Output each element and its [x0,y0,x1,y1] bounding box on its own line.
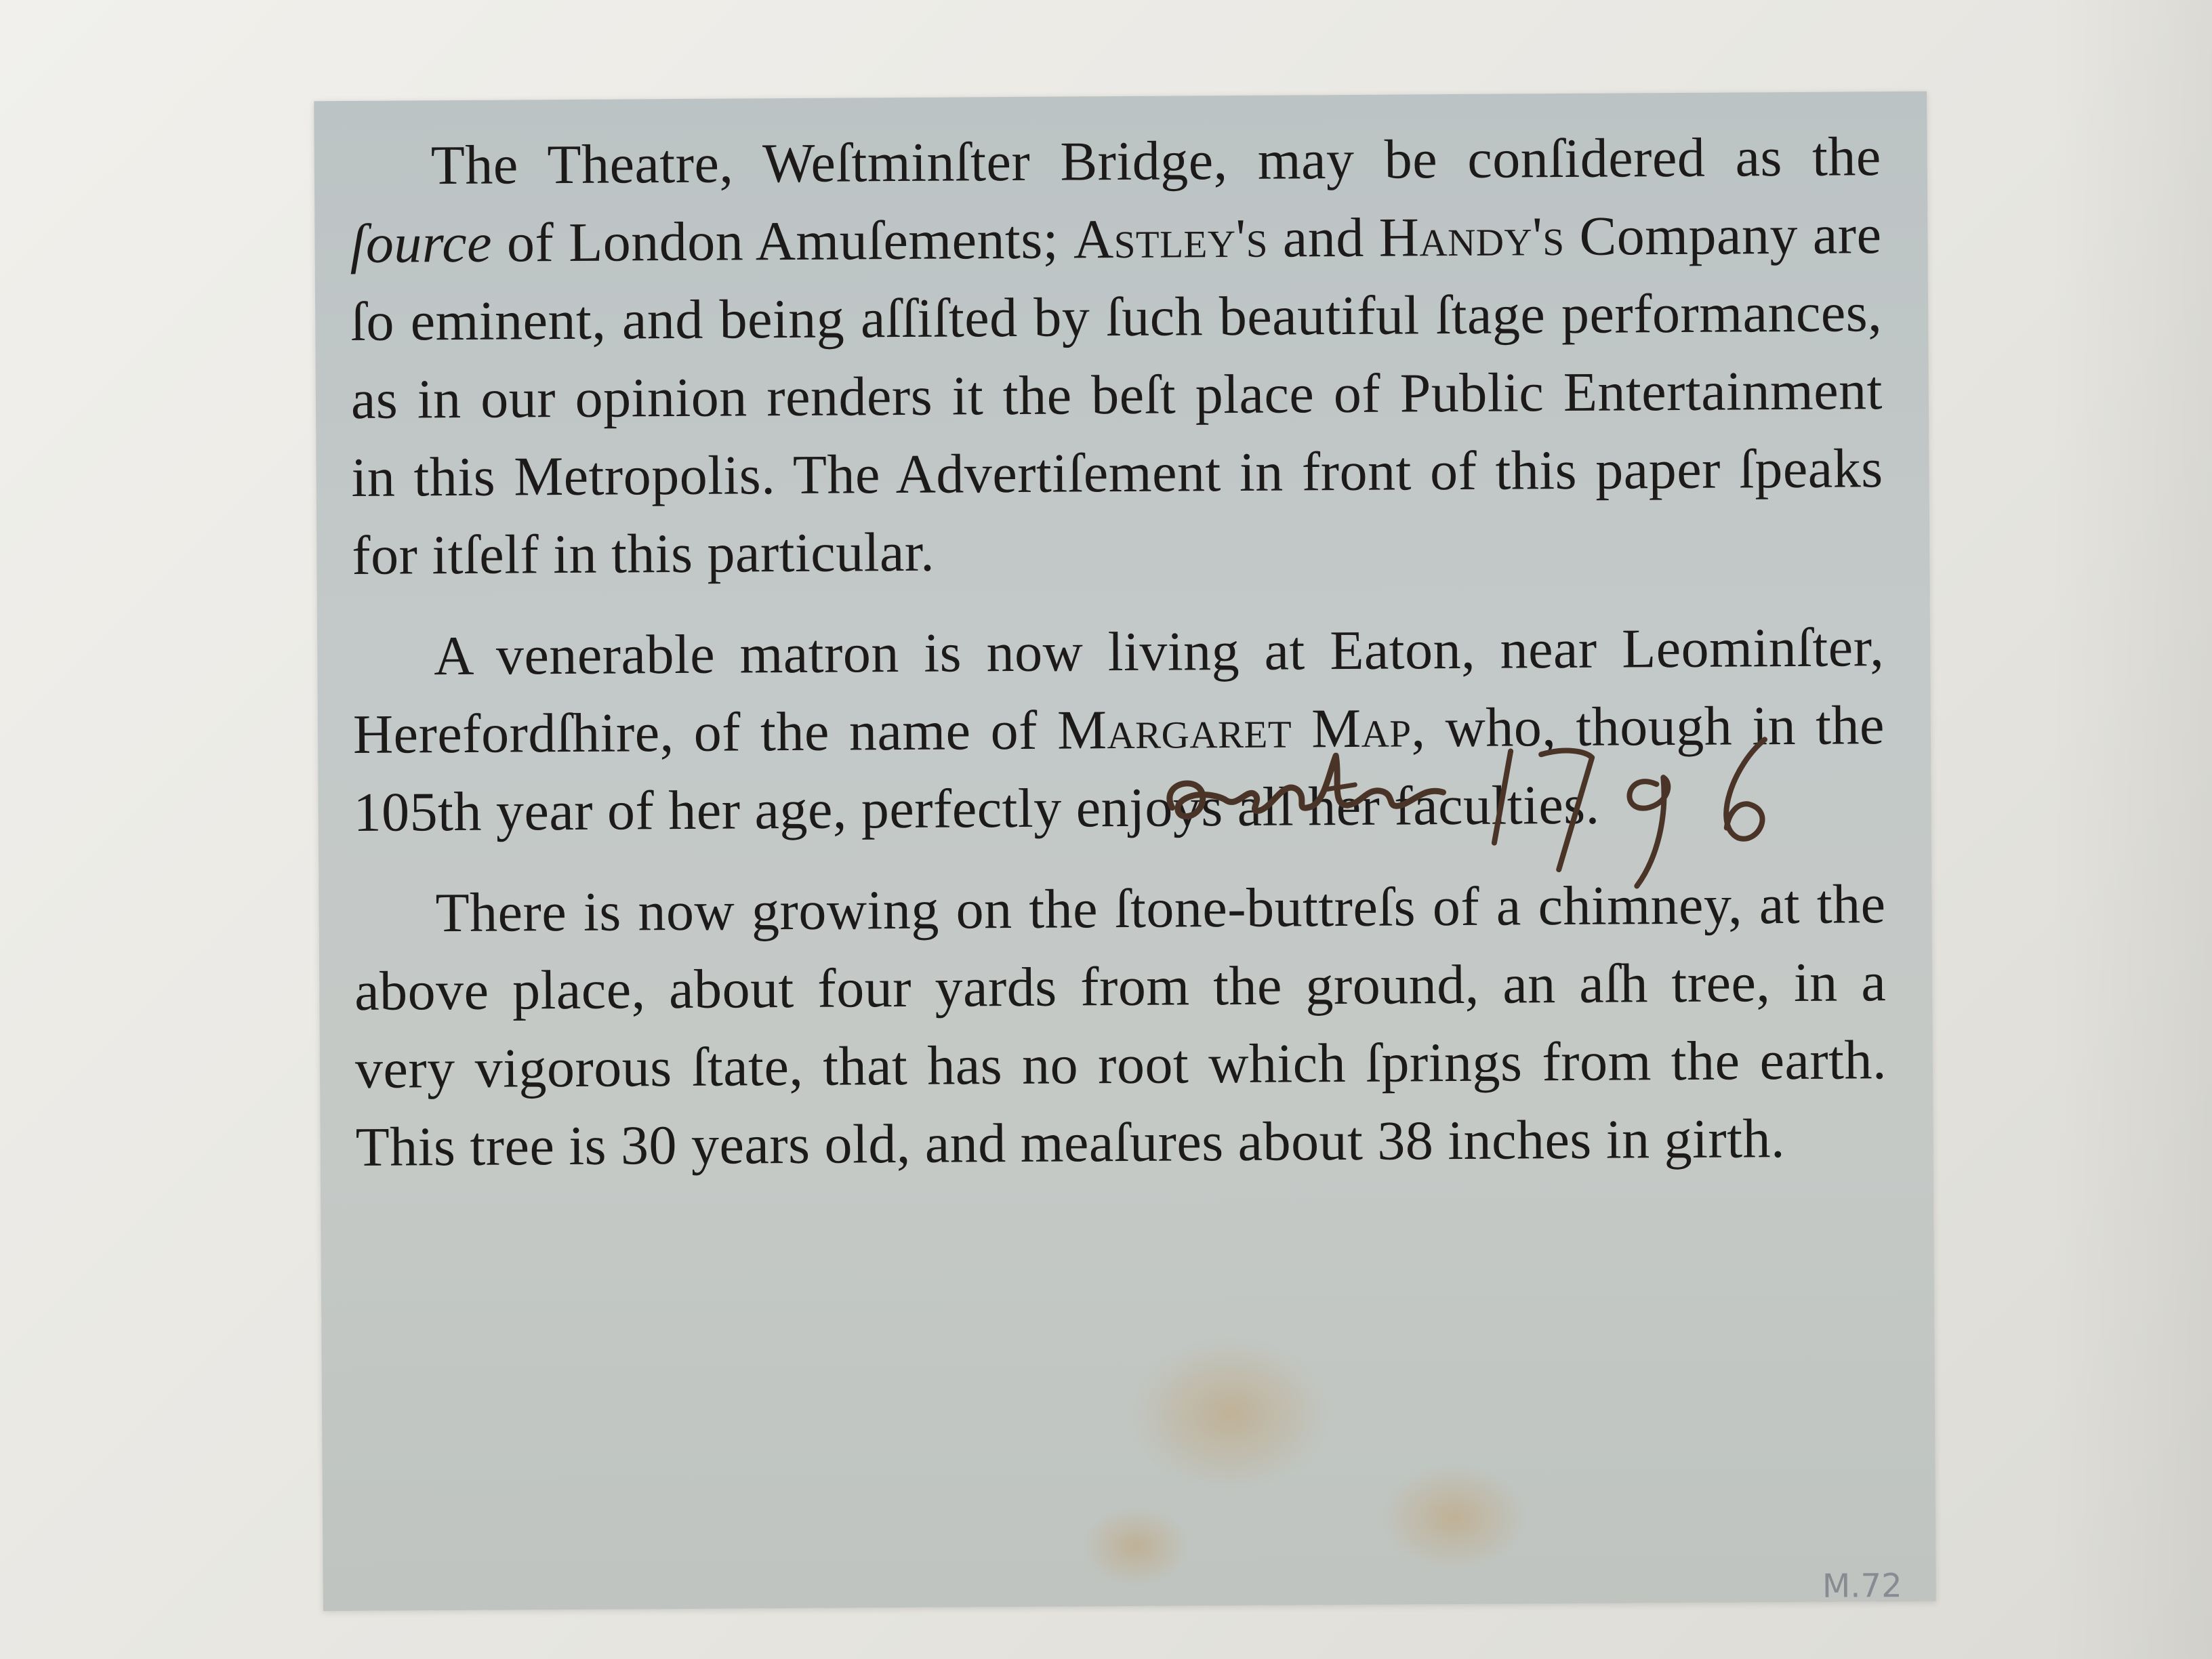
text-run: Company are ſo eminent, and being aſſiſted by ſuch beautiful ſtage performances, as in our opinion renders it the beſt place of Public Entertainment in this Metropolis. The Advertiſement in front of this paper ſpeaks for itſelf in this particular. [350,203,1883,586]
foxing-stain [1082,1505,1191,1587]
page-shadow [2049,0,2212,1659]
text-run: , who, though in the 105th year of her age, perfectly enjoys all her faculties. [353,694,1885,843]
italic-word: ſource [350,211,493,274]
paragraph-ash-tree: There is now growing on the ſtone-buttreſs of a chimney, at the above place, about four yards from the ground, an aſh tree, in a very vigorous ſtate, that has no root which ſprings from the earth. This tree is 30 years old, and meaſures about 38 inches in girth. [354,873,1887,1178]
small-caps-name: Margaret Map [1057,697,1412,761]
text-run: of London Amuſements; [491,208,1074,274]
article-text [349,117,1887,1186]
text-run: and [1267,206,1380,269]
foxing-stain [1380,1462,1530,1572]
small-caps-name: Astley's [1073,207,1269,270]
text-run: The Theatre, Weſtminſter Bridge, may be conſidered as the [430,125,1882,197]
text-run: A venerable matron is now living at Eaton, near Leominſter, Herefordſhire, of the name of [352,616,1885,765]
handwritten-date-annotation [1151,722,1830,903]
small-caps-name: Handy's [1378,205,1565,268]
archive-stamp: M.72 [1822,1567,1902,1605]
newspaper-clipping [314,91,1936,1611]
foxing-stain [1128,1335,1332,1492]
paragraph-theatre [349,117,1883,594]
handwriting-drawing [1151,722,1830,903]
